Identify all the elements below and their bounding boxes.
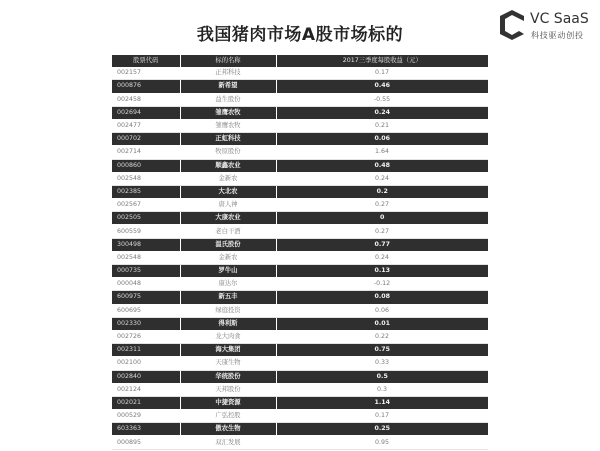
eps-cell: 0.3 bbox=[276, 383, 488, 396]
eps-cell: 0.24 bbox=[276, 172, 488, 185]
stock-name-cell: 新五丰 bbox=[180, 291, 276, 304]
stock-name-cell: 绿庭投资 bbox=[180, 304, 276, 317]
table-row bbox=[112, 436, 488, 449]
stock-name-cell: 新希望 bbox=[180, 80, 276, 93]
eps-cell: 0.27 bbox=[276, 199, 488, 212]
table-row bbox=[112, 172, 488, 185]
stock-name-cell: 唐人神 bbox=[180, 199, 276, 212]
stock-code-cell: 000735 bbox=[112, 265, 180, 278]
stock-code-cell: 600695 bbox=[112, 304, 180, 317]
eps-cell: 0.06 bbox=[276, 304, 488, 317]
stock-name-cell: 海大集团 bbox=[180, 344, 276, 357]
table-row bbox=[112, 383, 488, 396]
table-row bbox=[112, 396, 488, 409]
table-row bbox=[112, 67, 488, 80]
stock-name-cell: 罗牛山 bbox=[180, 265, 276, 278]
stock-code-cell: 002840 bbox=[112, 370, 180, 383]
stock-code-cell: 000860 bbox=[112, 159, 180, 172]
stock-name-cell: 龙大肉食 bbox=[180, 330, 276, 343]
stock-name-cell: 雏鹰农牧 bbox=[180, 106, 276, 119]
stock-code-cell: 002714 bbox=[112, 146, 180, 159]
table-row bbox=[112, 410, 488, 423]
table-row bbox=[112, 304, 488, 317]
stock-code-cell: 002330 bbox=[112, 317, 180, 330]
stock-name-cell: 金新农 bbox=[180, 251, 276, 264]
eps-cell: 0.33 bbox=[276, 357, 488, 370]
eps-cell: 0.46 bbox=[276, 80, 488, 93]
eps-cell: 0.5 bbox=[276, 370, 488, 383]
stock-name-cell: 天邦股份 bbox=[180, 383, 276, 396]
stock-name-cell: 顺鑫农业 bbox=[180, 159, 276, 172]
eps-cell: 0.2 bbox=[276, 185, 488, 198]
stock-code-cell: 002157 bbox=[112, 67, 180, 80]
stock-name-cell: 得利斯 bbox=[180, 317, 276, 330]
table-row bbox=[112, 80, 488, 93]
stock-name-cell: 正虹科技 bbox=[180, 133, 276, 146]
table-row bbox=[112, 106, 488, 119]
stock-code-cell: 000702 bbox=[112, 133, 180, 146]
stock-code-cell: 002124 bbox=[112, 383, 180, 396]
eps-cell: 0.13 bbox=[276, 265, 488, 278]
table-body bbox=[112, 67, 488, 449]
table-row bbox=[112, 185, 488, 198]
vc-saas-logo bbox=[500, 8, 596, 44]
stock-name-cell: 雏鹰农牧 bbox=[180, 119, 276, 132]
stock-name-cell: 中捷资源 bbox=[180, 396, 276, 409]
stock-code-cell: 000048 bbox=[112, 278, 180, 291]
table-row bbox=[112, 291, 488, 304]
table-row bbox=[112, 251, 488, 264]
table-row bbox=[112, 119, 488, 132]
stock-name-cell: 益生股份 bbox=[180, 93, 276, 106]
table-row bbox=[112, 93, 488, 106]
header-name: 标的名称 bbox=[180, 55, 276, 67]
table-row bbox=[112, 265, 488, 278]
table-row bbox=[112, 133, 488, 146]
table-row bbox=[112, 423, 488, 436]
stock-code-cell: 002021 bbox=[112, 396, 180, 409]
table-row bbox=[112, 344, 488, 357]
eps-cell: 0.17 bbox=[276, 67, 488, 80]
stock-code-cell: 600559 bbox=[112, 225, 180, 238]
stock-code-cell: 300498 bbox=[112, 238, 180, 251]
eps-cell: 0 bbox=[276, 212, 488, 225]
table-row bbox=[112, 199, 488, 212]
stock-code-cell: 000895 bbox=[112, 436, 180, 449]
stock-code-cell: 603363 bbox=[112, 423, 180, 436]
stock-table bbox=[112, 55, 488, 450]
stock-name-cell: 老白干酒 bbox=[180, 225, 276, 238]
header-eps: 2017三季度每股收益（元） bbox=[276, 55, 488, 67]
stock-code-cell: 002505 bbox=[112, 212, 180, 225]
stock-code-cell: 002477 bbox=[112, 119, 180, 132]
table-row bbox=[112, 317, 488, 330]
eps-cell: -0.12 bbox=[276, 278, 488, 291]
stock-code-cell: 002548 bbox=[112, 172, 180, 185]
eps-cell: 0.24 bbox=[276, 251, 488, 264]
eps-cell: 0.77 bbox=[276, 238, 488, 251]
logo-tagline: 科技驱动创投 bbox=[531, 31, 584, 40]
table-row bbox=[112, 238, 488, 251]
stock-code-cell: 002311 bbox=[112, 344, 180, 357]
stock-code-cell: 000529 bbox=[112, 410, 180, 423]
stock-name-cell: 金新农 bbox=[180, 172, 276, 185]
eps-cell: 0.48 bbox=[276, 159, 488, 172]
stock-code-cell: 000876 bbox=[112, 80, 180, 93]
table-row bbox=[112, 146, 488, 159]
table-header-row bbox=[112, 55, 488, 67]
stock-name-cell: 温氏股份 bbox=[180, 238, 276, 251]
header-code: 股票代码 bbox=[112, 55, 180, 67]
stock-code-cell: 002548 bbox=[112, 251, 180, 264]
eps-cell: 1.14 bbox=[276, 396, 488, 409]
eps-cell: 0.95 bbox=[276, 436, 488, 449]
stock-code-cell: 002567 bbox=[112, 199, 180, 212]
eps-cell: 0.27 bbox=[276, 225, 488, 238]
logo-brand: VC SaaS bbox=[530, 11, 589, 27]
stock-name-cell: 正邦科技 bbox=[180, 67, 276, 80]
table-row bbox=[112, 225, 488, 238]
eps-cell: -0.55 bbox=[276, 93, 488, 106]
eps-cell: 0.01 bbox=[276, 317, 488, 330]
eps-cell: 0.24 bbox=[276, 106, 488, 119]
page-title: 我国猪肉市场A股市场标的 bbox=[196, 25, 404, 45]
stock-code-cell: 002385 bbox=[112, 185, 180, 198]
stock-code-cell: 002694 bbox=[112, 106, 180, 119]
table-row bbox=[112, 212, 488, 225]
stock-name-cell: 天康生物 bbox=[180, 357, 276, 370]
eps-cell: 0.21 bbox=[276, 119, 488, 132]
stock-name-cell: 康达尔 bbox=[180, 278, 276, 291]
logo-mark-icon bbox=[500, 10, 524, 40]
stock-name-cell: 华统股份 bbox=[180, 370, 276, 383]
table-row bbox=[112, 370, 488, 383]
eps-cell: 0.17 bbox=[276, 410, 488, 423]
stock-code-cell: 002100 bbox=[112, 357, 180, 370]
stock-name-cell: 大康农业 bbox=[180, 212, 276, 225]
table-row bbox=[112, 330, 488, 343]
stock-code-cell: 600975 bbox=[112, 291, 180, 304]
stock-name-cell: 傲农生物 bbox=[180, 423, 276, 436]
eps-cell: 0.22 bbox=[276, 330, 488, 343]
stock-name-cell: 广弘控股 bbox=[180, 410, 276, 423]
eps-cell: 1.64 bbox=[276, 146, 488, 159]
stock-name-cell: 双汇发展 bbox=[180, 436, 276, 449]
table-row bbox=[112, 159, 488, 172]
table-row bbox=[112, 357, 488, 370]
stock-code-cell: 002458 bbox=[112, 93, 180, 106]
stock-code-cell: 002726 bbox=[112, 330, 180, 343]
stock-name-cell: 牧原股份 bbox=[180, 146, 276, 159]
eps-cell: 0.06 bbox=[276, 133, 488, 146]
stock-name-cell: 大北农 bbox=[180, 185, 276, 198]
eps-cell: 0.08 bbox=[276, 291, 488, 304]
eps-cell: 0.25 bbox=[276, 423, 488, 436]
table-row bbox=[112, 278, 488, 291]
eps-cell: 0.75 bbox=[276, 344, 488, 357]
